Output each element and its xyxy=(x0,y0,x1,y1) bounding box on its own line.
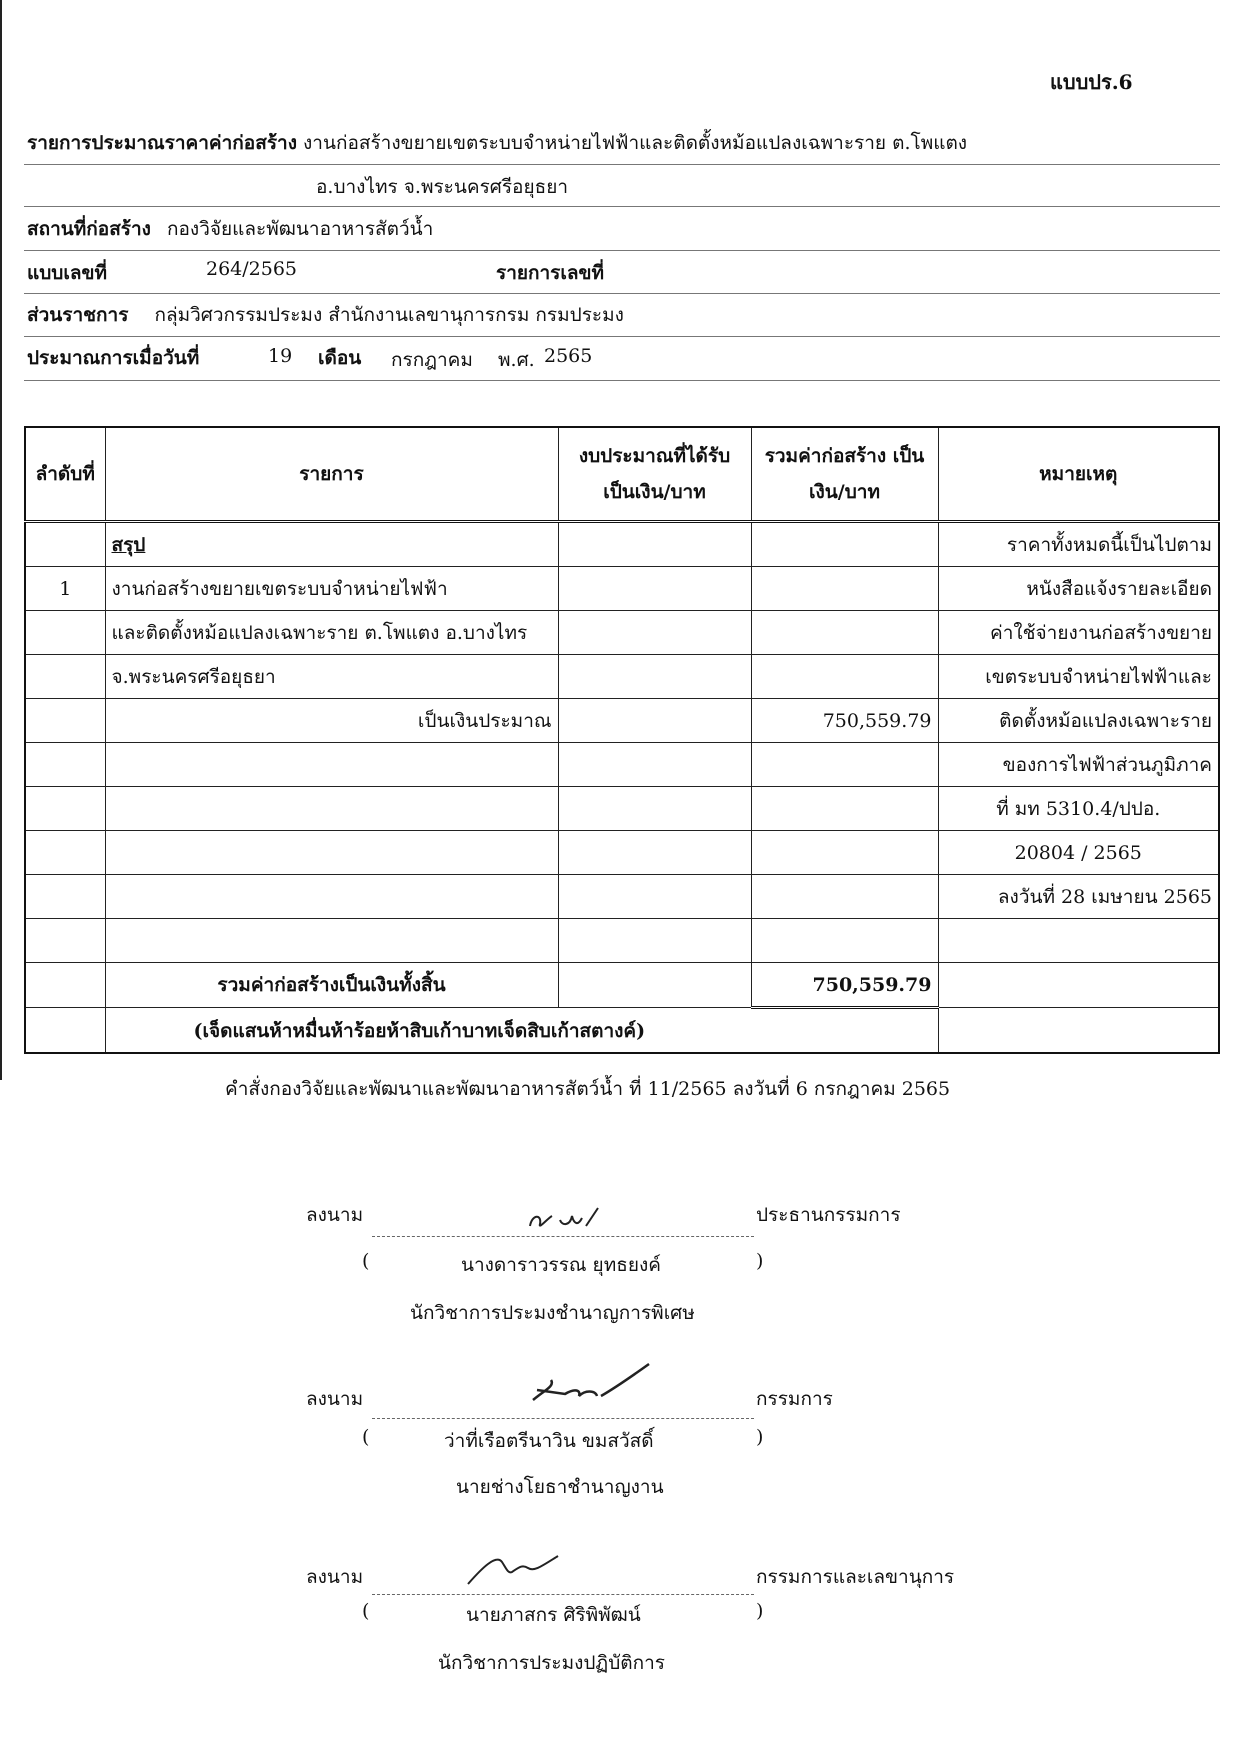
month-label: เดือน xyxy=(318,347,362,369)
cell-seq xyxy=(25,919,105,963)
cell-remark: เขตระบบจำหน่ายไฟฟ้าและ xyxy=(938,655,1219,699)
table-row xyxy=(25,655,1219,699)
cell-budget xyxy=(558,875,751,919)
cell-cost xyxy=(751,875,938,919)
cell-budget xyxy=(558,787,751,831)
name-3: นายภาสกร ศิริพิพัฒน์ xyxy=(466,1604,641,1626)
name-1: นางดาราวรรณ ยุทธยงค์ xyxy=(461,1254,661,1276)
header-budget: งบประมาณที่ได้รับ เป็นเงิน/บาท xyxy=(558,427,751,522)
agency-line xyxy=(27,300,624,330)
cell-seq xyxy=(25,522,105,567)
total-budget-cell xyxy=(558,963,751,1008)
total-row xyxy=(25,963,1219,1008)
role-1: ประธานกรรมการ xyxy=(756,1204,901,1226)
signature-line-3 xyxy=(372,1594,754,1595)
cell-seq xyxy=(25,831,105,875)
close-paren-1: ) xyxy=(756,1250,764,1272)
words-remark-cell xyxy=(938,1008,1219,1054)
cell-cost: 750,559.79 xyxy=(751,699,938,743)
name-2: ว่าที่เรือตรีนาวิน ขมสวัสดิ์ xyxy=(444,1430,654,1452)
table-header-row xyxy=(25,427,1219,522)
cell-remark: ของการไฟฟ้าส่วนภูมิภาค xyxy=(938,743,1219,787)
position-1: นักวิชาการประมงชำนาญการพิเศษ xyxy=(410,1302,695,1324)
signature-line-1 xyxy=(372,1236,754,1237)
total-words-row xyxy=(25,1008,1219,1054)
project-text-1: งานก่อสร้างขยายเขตระบบจำหน่ายไฟฟ้าและติดตั้งหม้อแปลงเฉพาะราย ต.โพแตง xyxy=(303,132,968,154)
cell-remark: ติดตั้งหม้อแปลงเฉพาะราย xyxy=(938,699,1219,743)
project-text-2: อ.บางไทร จ.พระนครศรีอยุธยา xyxy=(316,176,569,198)
cell-remark: ราคาทั้งหมดนี้เป็นไปตาม xyxy=(938,522,1219,567)
position-3: นักวิชาการประมงปฏิบัติการ xyxy=(438,1652,665,1674)
cell-seq xyxy=(25,875,105,919)
table-row xyxy=(25,567,1219,611)
cell-remark: ลงวันที่ 28 เมษายน 2565 xyxy=(938,875,1219,919)
drawing-no-value: 264/2565 xyxy=(206,258,298,280)
cell-item: งานก่อสร้างขยายเขตระบบจำหน่ายไฟฟ้า xyxy=(105,567,558,611)
cell-cost xyxy=(751,567,938,611)
table-row xyxy=(25,522,1219,567)
words-seq-cell xyxy=(25,1008,105,1054)
close-paren-2: ) xyxy=(756,1426,764,1448)
cell-item xyxy=(105,919,558,963)
total-remark-cell xyxy=(938,963,1219,1008)
date-label: ประมาณการเมื่อวันที่ xyxy=(27,347,200,369)
total-seq-cell xyxy=(25,963,105,1008)
sign-label-3: ลงนาม xyxy=(306,1566,364,1588)
cell-seq xyxy=(25,699,105,743)
order-note: คำสั่งกองวิจัยและพัฒนาและพัฒนาอาหารสัตว์น้ำ ที่ 11/2565 ลงวันที่ 6 กรกฎาคม 2565 xyxy=(225,1078,951,1100)
cell-cost xyxy=(751,743,938,787)
item-no-label: รายการเลขที่ xyxy=(496,262,605,284)
cell-cost xyxy=(751,831,938,875)
site-line xyxy=(27,214,433,244)
site-value: กองวิจัยและพัฒนาอาหารสัตว์น้ำ xyxy=(167,218,434,240)
cell-budget xyxy=(558,655,751,699)
divider-3 xyxy=(24,250,1220,251)
divider-6 xyxy=(24,380,1220,381)
table-row xyxy=(25,787,1219,831)
cell-remark: หนังสือแจ้งรายละเอียด xyxy=(938,567,1219,611)
cell-cost xyxy=(751,919,938,963)
role-3: กรรมการและเลขานุการ xyxy=(756,1566,955,1588)
project-label: รายการประมาณราคาค่าก่อสร้าง xyxy=(27,132,297,154)
cell-budget xyxy=(558,699,751,743)
cell-budget xyxy=(558,522,751,567)
cell-item xyxy=(105,875,558,919)
header-remark: หมายเหตุ xyxy=(938,427,1219,522)
cell-budget xyxy=(558,831,751,875)
header-item: รายการ xyxy=(105,427,558,522)
cell-item xyxy=(105,787,558,831)
total-words: (เจ็ดแสนห้าหมื่นห้าร้อยห้าสิบเก้าบาทเจ็ดสิบเก้าสตางค์) xyxy=(105,1008,938,1054)
cell-item xyxy=(105,831,558,875)
close-paren-3: ) xyxy=(756,1600,764,1622)
position-2: นายช่างโยธาชำนาญงาน xyxy=(456,1476,664,1498)
header-seq: ลำดับที่ xyxy=(25,427,105,522)
cell-remark: 20804 / 2565 xyxy=(938,831,1219,875)
signature-2 xyxy=(525,1360,655,1410)
cell-seq: 1 xyxy=(25,567,105,611)
divider-5 xyxy=(24,336,1220,337)
cell-seq xyxy=(25,611,105,655)
cell-seq xyxy=(25,655,105,699)
cell-remark: ค่าใช้จ่ายงานก่อสร้างขยาย xyxy=(938,611,1219,655)
table-row xyxy=(25,831,1219,875)
cell-cost xyxy=(751,522,938,567)
table-row xyxy=(25,611,1219,655)
open-paren-1: ( xyxy=(362,1250,370,1272)
cell-item xyxy=(105,743,558,787)
signature-1 xyxy=(520,1196,620,1236)
signature-3 xyxy=(462,1548,572,1592)
table-row xyxy=(25,875,1219,919)
table-row xyxy=(25,743,1219,787)
cell-cost xyxy=(751,655,938,699)
divider-4 xyxy=(24,293,1220,294)
estimate-table xyxy=(24,426,1220,1054)
total-value: 750,559.79 xyxy=(751,963,938,1008)
drawing-no-label: แบบเลขที่ xyxy=(27,262,108,284)
cell-budget xyxy=(558,919,751,963)
cell-item: สรุป xyxy=(105,522,558,567)
table-row xyxy=(25,919,1219,963)
cell-budget xyxy=(558,743,751,787)
cell-budget xyxy=(558,567,751,611)
cell-item: เป็นเงินประมาณ xyxy=(105,699,558,743)
cell-seq xyxy=(25,787,105,831)
table-row xyxy=(25,699,1219,743)
cell-cost xyxy=(751,611,938,655)
cell-seq xyxy=(25,743,105,787)
signature-line-2 xyxy=(372,1418,754,1419)
role-2: กรรมการ xyxy=(756,1388,833,1410)
form-code: แบบปร.6 xyxy=(1050,70,1133,94)
cell-item: และติดตั้งหม้อแปลงเฉพาะราย ต.โพแตง อ.บางไทร xyxy=(105,611,558,655)
month-value: กรกฎาคม xyxy=(391,349,473,371)
open-paren-2: ( xyxy=(362,1426,370,1448)
year-value: 2565 xyxy=(544,345,593,367)
cell-item: จ.พระนครศรีอยุธยา xyxy=(105,655,558,699)
divider-1 xyxy=(24,164,1220,165)
open-paren-3: ( xyxy=(362,1600,370,1622)
divider-2 xyxy=(24,206,1220,207)
sign-label-2: ลงนาม xyxy=(306,1388,364,1410)
total-label: รวมค่าก่อสร้างเป็นเงินทั้งสิ้น xyxy=(105,963,558,1008)
sign-label-1: ลงนาม xyxy=(306,1204,364,1226)
site-label: สถานที่ก่อสร้าง xyxy=(27,218,151,240)
date-day: 19 xyxy=(268,345,293,367)
cell-cost xyxy=(751,787,938,831)
agency-value: กลุ่มวิศวกรรมประมง สำนักงานเลขานุการกรม กรมประมง xyxy=(154,304,624,326)
agency-label: ส่วนราชการ xyxy=(27,304,129,326)
cell-remark xyxy=(938,919,1219,963)
cell-remark: ที่ มท 5310.4/ปปอ. xyxy=(938,787,1219,831)
cell-budget xyxy=(558,611,751,655)
project-line-1 xyxy=(27,128,967,158)
year-label: พ.ศ. xyxy=(498,349,535,371)
header-cost: รวมค่าก่อสร้าง เป็นเงิน/บาท xyxy=(751,427,938,522)
scan-edge-bar xyxy=(0,0,2,1080)
